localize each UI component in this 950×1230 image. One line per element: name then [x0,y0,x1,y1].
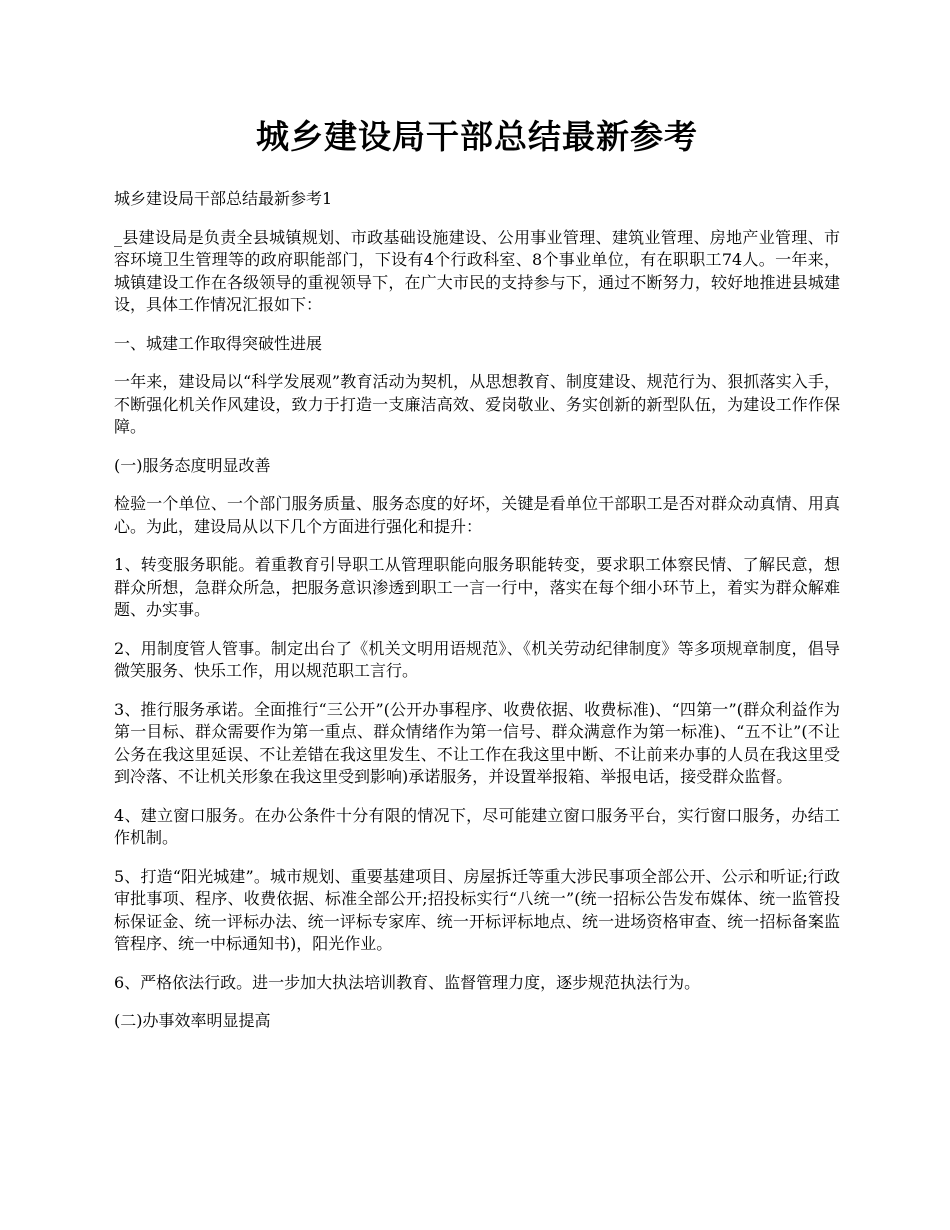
item-paragraph-3: 3、推行服务承诺。全面推行“三公开”(公开办事程序、收费依据、收费标准)、“四第一”(群众利益作为第一目标、群众需要作为第一重点、群众情绪作为第一信号、群众满意作为第一标准)、“五不让”(不让公务在我这里延误、不让差错在我这里发生、不让工作在我这里中断、不让前来办事的人员在我这里受到冷落、不让机关形象在我这里受到影响)承诺服务，并设置举报箱、举报电话，接受群众监督。 [114,699,840,786]
subsection-heading-2: (二)办事效率明显提高 [114,1011,271,1030]
intro-paragraph: _县建设局是负责全县城镇规划、市政基础设施建设、公用事业管理、建筑业管理、房地产业管理、市容环境卫生管理等的政府职能部门，下设有4个行政科室、8个事业单位，有在职职工74人。一年来，城镇建设工作在各级领导的重视领导下，在广大市民的支持参与下，通过不断努力，较好地推进县城建设，具体工作情况汇报如下： [114,227,840,314]
item-paragraph-1: 1、转变服务职能。着重教育引导职工从管理职能向服务职能转变，要求职工体察民情、了解民意，想群众所想，急群众所急，把服务意识渗透到职工一言一行中，落实在每个细小环节上，着实为群众解难题、办实事。 [114,555,840,619]
item-paragraph-4: 4、建立窗口服务。在办公条件十分有限的情况下，尽可能建立窗口服务平台，实行窗口服务，办结工作机制。 [114,805,840,847]
document-page [114,112,840,1049]
item-paragraph-2: 2、用制度管人管事。制定出台了《机关文明用语规范》、《机关劳动纪律制度》等多项规章制度，倡导微笑服务、快乐工作，用以规范职工言行。 [114,638,840,680]
subsection-heading-1: (一)服务态度明显改善 [114,455,271,475]
section-1-paragraph: 一年来，建设局以“科学发展观”教育活动为契机，从思想教育、制度建设、规范行为、狠抓落实入手，不断强化机关作风建设，致力于打造一支廉洁高效、爱岗敬业、务实创新的新型队伍，为建设工作作保障。 [114,372,840,436]
document-title: 城乡建设局干部总结最新参考 [256,117,698,156]
item-paragraph-6: 6、严格依法行政。进一步加大执法培训教育、监督管理力度，逐步规范执法行为。 [114,972,701,992]
item-paragraph-5: 5、打造“阳光城建”。城市规划、重要基建项目、房屋拆迁等重大涉民事项全部公开、公示和听证;行政审批事项、程序、收费依据、标准全部公开;招投标实行“八统一”(统一招标公告发布媒体、统一监管投标保证金、统一评标办法、统一评标专家库、统一开标评标地点、统一进场资格审查、统一招标备案监管程序、统一中标通知书)，阳光作业。 [114,866,840,953]
subsection-1-intro-paragraph: 检验一个单位、一个部门服务质量、服务态度的好坏，关键是看单位干部职工是否对群众动真情、用真心。为此，建设局从以下几个方面进行强化和提升： [114,494,840,536]
subtitle-paragraph: 城乡建设局干部总结最新参考1 [114,189,333,208]
section-heading-1: 一、城建工作取得突破性进展 [114,333,323,353]
